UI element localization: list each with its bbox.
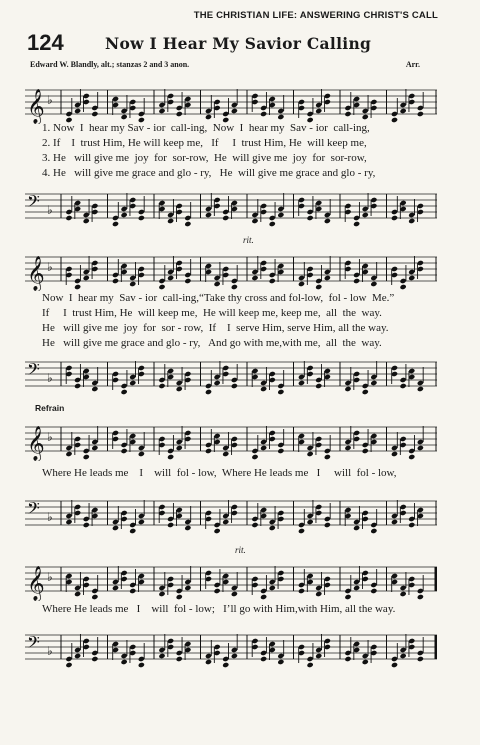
bass-clef-icon: 𝄢: [27, 191, 40, 215]
note-head: [91, 445, 98, 451]
lyric-line: 3. He will give me joy for sor-row, He will give me joy for sor-row,: [42, 152, 367, 164]
note-head: [205, 659, 212, 665]
note-head: [370, 281, 377, 287]
music-system-1: [25, 72, 437, 222]
note-head: [138, 519, 145, 525]
note-head: [74, 383, 81, 389]
note-head: [231, 284, 238, 290]
note-head: [214, 588, 221, 594]
note-head: [65, 519, 72, 525]
note-head: [391, 519, 398, 525]
note-head: [277, 448, 284, 454]
note-head: [214, 380, 221, 386]
note-head: [65, 662, 72, 668]
note-head: [362, 448, 369, 454]
note-head: [176, 594, 183, 600]
note-head: [344, 111, 351, 117]
note-head: [362, 114, 369, 120]
bass-clef-icon: 𝄢: [27, 632, 40, 656]
note-head: [91, 656, 98, 662]
bass-clef-icon: 𝄢: [27, 359, 40, 383]
note-head: [138, 215, 145, 221]
note-head: [298, 281, 305, 287]
note-head: [231, 591, 238, 597]
running-head: THE CHRISTIAN LIFE: ANSWERING CHRIST'S CALL: [193, 10, 438, 21]
note-head: [269, 585, 276, 591]
note-head: [222, 215, 229, 221]
note-head: [176, 656, 183, 662]
note-head: [408, 522, 415, 528]
note-head: [277, 659, 284, 665]
note-head: [251, 522, 258, 528]
note-head: [138, 451, 145, 457]
bass-staff: [25, 625, 437, 669]
music-system-4: [25, 545, 437, 670]
note-head: [269, 278, 276, 284]
note-head: [112, 221, 119, 227]
treble-clef-icon: 𝄞: [27, 566, 45, 601]
note-head: [129, 281, 136, 287]
note-head: [91, 386, 98, 392]
note-head: [307, 662, 314, 668]
note-head: [391, 451, 398, 457]
note-head: [298, 528, 305, 534]
lyric-line: If I trust Him, He will keep me, He will keep me, keep me, all the way.: [42, 307, 382, 319]
lyric-line: Now I hear my Sav - ior call-ing,“Take thy cross and fol-low, fol - low Me.”: [42, 292, 395, 304]
note-head: [362, 659, 369, 665]
note-head: [344, 445, 351, 451]
note-head: [176, 111, 183, 117]
note-head: [315, 383, 322, 389]
note-head: [167, 454, 174, 460]
note-head: [353, 221, 360, 227]
bass-staff: [25, 184, 437, 228]
note-head: [112, 525, 119, 531]
note-head: [344, 656, 351, 662]
lyric-line: Where He leads me I will fol - low, Where He leads me I will fol - low,: [42, 467, 397, 479]
note-head: [251, 275, 258, 281]
note-head: [129, 588, 136, 594]
note-head: [370, 380, 377, 386]
note-head: [298, 588, 305, 594]
lyric-line: 1. Now I hear my Sav - ior call-ing, Now I hear my Sav - ior call-ing,: [42, 122, 370, 134]
note-head: [231, 653, 238, 659]
key-signature-flat-icon: ♭: [47, 203, 53, 217]
note-head: [324, 454, 331, 460]
bass-clef-icon: 𝄢: [27, 498, 40, 522]
note-head: [222, 662, 229, 668]
note-head: [353, 278, 360, 284]
note-head: [222, 451, 229, 457]
key-signature-flat-icon: ♭: [47, 570, 53, 584]
note-head: [121, 114, 128, 120]
music-system-3: [25, 405, 437, 530]
treble-staff: [25, 557, 437, 601]
note-head: [362, 212, 369, 218]
note-head: [362, 389, 369, 395]
note-head: [222, 519, 229, 525]
note-head: [91, 111, 98, 117]
note-head: [400, 653, 407, 659]
note-head: [158, 653, 165, 659]
note-head: [158, 591, 165, 597]
note-head: [184, 221, 191, 227]
note-head: [277, 212, 284, 218]
note-head: [231, 383, 238, 389]
key-signature-flat-icon: ♭: [47, 430, 53, 444]
note-head: [205, 212, 212, 218]
words-credit: Edward W. Blandly, alt.; stanzas 2 and 3 anon.: [30, 60, 190, 69]
note-head: [391, 215, 398, 221]
note-head: [298, 380, 305, 386]
note-head: [307, 451, 314, 457]
note-head: [417, 111, 424, 117]
bass-staff: [25, 352, 437, 396]
note-head: [315, 653, 322, 659]
note-head: [277, 114, 284, 120]
note-head: [417, 656, 424, 662]
lyric-line: 4. He will give me grace and glo - ry, He will give me grace and glo - ry,: [42, 167, 376, 179]
note-head: [214, 281, 221, 287]
note-head: [184, 525, 191, 531]
note-head: [400, 383, 407, 389]
note-head: [205, 389, 212, 395]
key-signature-flat-icon: ♭: [47, 93, 53, 107]
note-head: [260, 656, 267, 662]
hymn-title: Now I Hear My Savior Calling: [105, 34, 372, 53]
note-head: [324, 275, 331, 281]
note-head: [74, 108, 81, 114]
ritardando-mark: rit.: [235, 545, 246, 555]
note-head: [176, 445, 183, 451]
note-head: [408, 454, 415, 460]
note-head: [251, 454, 258, 460]
note-head: [391, 662, 398, 668]
note-head: [400, 591, 407, 597]
note-head: [417, 445, 424, 451]
note-head: [417, 386, 424, 392]
note-head: [83, 275, 90, 281]
refrain-label: Refrain: [35, 403, 65, 413]
key-signature-flat-icon: ♭: [47, 644, 53, 658]
note-head: [315, 108, 322, 114]
note-head: [158, 284, 165, 290]
key-signature-flat-icon: ♭: [47, 510, 53, 524]
note-head: [74, 284, 81, 290]
note-head: [370, 528, 377, 534]
note-head: [167, 275, 174, 281]
treble-staff: [25, 247, 437, 291]
note-head: [277, 389, 284, 395]
treble-clef-icon: 𝄞: [27, 89, 45, 124]
credits: [30, 60, 420, 69]
hymn-number: 124: [27, 30, 64, 55]
key-signature-flat-icon: ♭: [47, 371, 53, 385]
note-head: [370, 588, 377, 594]
ritardando-mark: rit.: [243, 235, 254, 245]
lyric-line: 2. If I trust Him, He will keep me, If I trust Him, He will keep me,: [42, 137, 367, 149]
note-head: [315, 284, 322, 290]
note-head: [91, 594, 98, 600]
note-head: [251, 218, 258, 224]
treble-clef-icon: 𝄞: [27, 426, 45, 461]
note-head: [307, 519, 314, 525]
bass-staff: [25, 491, 437, 535]
note-head: [129, 380, 136, 386]
note-head: [307, 215, 314, 221]
key-signature-flat-icon: ♭: [47, 260, 53, 274]
note-head: [260, 111, 267, 117]
note-head: [344, 594, 351, 600]
note-head: [408, 275, 415, 281]
note-head: [158, 383, 165, 389]
note-head: [324, 522, 331, 528]
note-head: [83, 454, 90, 460]
lyric-line: He will give me joy for sor - row, If I serve Him, serve Him, all the way.: [42, 322, 389, 334]
treble-staff: [25, 417, 437, 461]
note-head: [65, 215, 72, 221]
note-head: [205, 114, 212, 120]
lyric-line: He will give me grace and glo - ry, And go with me,with me, all the way.: [42, 337, 382, 349]
note-head: [400, 108, 407, 114]
note-head: [83, 218, 90, 224]
note-head: [417, 594, 424, 600]
note-head: [408, 218, 415, 224]
note-head: [260, 386, 267, 392]
note-head: [65, 451, 72, 457]
treble-clef-icon: 𝄞: [27, 256, 45, 291]
note-head: [231, 108, 238, 114]
note-head: [353, 525, 360, 531]
note-head: [83, 522, 90, 528]
note-head: [74, 591, 81, 597]
music-credit: Arr.: [405, 60, 420, 69]
note-head: [344, 386, 351, 392]
note-head: [121, 448, 128, 454]
music-system-2: [25, 237, 437, 387]
note-head: [167, 218, 174, 224]
note-head: [324, 218, 331, 224]
note-head: [269, 525, 276, 531]
note-head: [167, 522, 174, 528]
note-head: [184, 585, 191, 591]
note-head: [74, 653, 81, 659]
note-head: [112, 585, 119, 591]
note-head: [353, 585, 360, 591]
note-head: [214, 528, 221, 534]
note-head: [121, 212, 128, 218]
note-head: [260, 594, 267, 600]
note-head: [176, 386, 183, 392]
lyric-line: Where He leads me I will fol - low; I’ll go with Him,with Him, all the way.: [42, 603, 396, 615]
note-head: [129, 528, 136, 534]
note-head: [138, 662, 145, 668]
note-head: [112, 278, 119, 284]
note-head: [184, 278, 191, 284]
note-head: [121, 659, 128, 665]
note-head: [260, 445, 267, 451]
note-head: [121, 389, 128, 395]
note-head: [205, 448, 212, 454]
treble-staff: [25, 80, 437, 124]
note-head: [158, 108, 165, 114]
note-head: [400, 284, 407, 290]
note-head: [315, 591, 322, 597]
note-head: [269, 221, 276, 227]
